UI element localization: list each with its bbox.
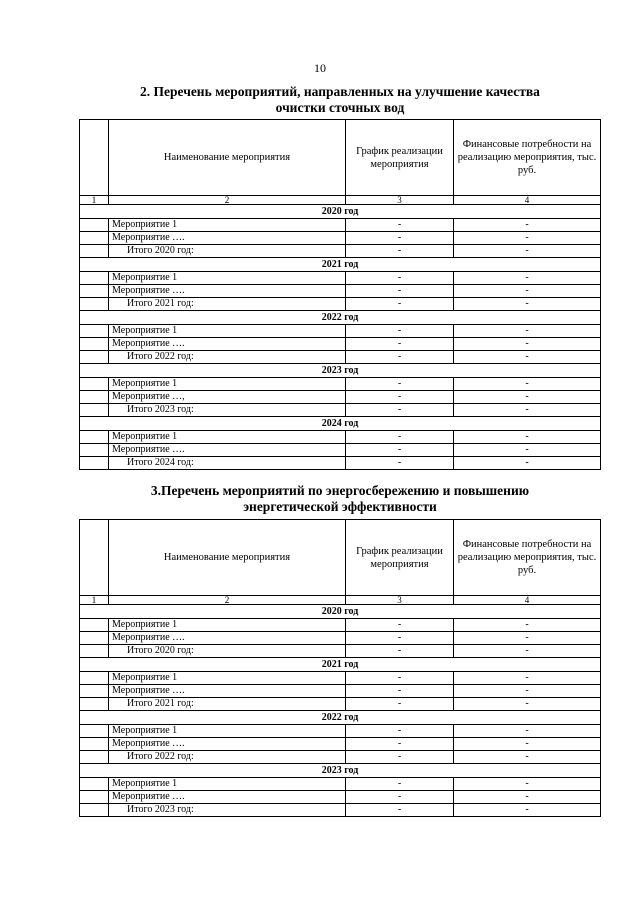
header-financing: Финансовые потребности на реализацию мероприятия, тыс. руб. [454,120,601,196]
financing-cell: - [454,725,601,738]
financing-cell: - [454,431,601,444]
row-number-cell [80,272,109,285]
measure-name: Мероприятие …, [109,391,346,404]
financing-cell: - [454,338,601,351]
section-2-title [60,84,620,116]
schedule-cell: - [346,431,454,444]
year-row [80,605,601,619]
schedule-cell: - [346,645,454,658]
row-number-cell [80,645,109,658]
column-number: 3 [346,596,454,605]
column-number: 3 [346,196,454,205]
page-number: 10 [314,61,326,75]
total-row [80,245,601,258]
year-row [80,658,601,672]
row-number-cell [80,219,109,232]
financing-cell: - [454,778,601,791]
measure-name: Мероприятие 1 [109,431,346,444]
schedule-cell: - [346,298,454,311]
financing-cell: - [454,632,601,645]
schedule-cell: - [346,272,454,285]
year-label: 2023 год [80,364,601,378]
row-number-cell [80,778,109,791]
measure-name: Мероприятие …. [109,791,346,804]
year-label: 2024 год [80,417,601,431]
table-row [80,619,601,632]
row-number-cell [80,232,109,245]
schedule-cell: - [346,804,454,817]
year-row [80,311,601,325]
schedule-cell: - [346,378,454,391]
measure-name: Мероприятие …. [109,632,346,645]
schedule-cell: - [346,351,454,364]
financing-cell: - [454,685,601,698]
row-number-cell [80,285,109,298]
total-row [80,804,601,817]
year-row [80,764,601,778]
schedule-cell: - [346,738,454,751]
section-3-title-line-2: энергетической эффективности [243,499,437,514]
table-row [80,272,601,285]
row-number-cell [80,804,109,817]
table-row [80,672,601,685]
measure-name: Мероприятие …. [109,685,346,698]
schedule-cell: - [346,457,454,470]
schedule-cell: - [346,632,454,645]
row-number-cell [80,431,109,444]
total-label: Итого 2023 год: [109,404,346,417]
measure-name: Мероприятие 1 [109,272,346,285]
table-row [80,285,601,298]
year-row [80,258,601,272]
row-number-cell [80,632,109,645]
measure-name: Мероприятие 1 [109,619,346,632]
table-row [80,444,601,457]
financing-cell: - [454,391,601,404]
schedule-cell: - [346,791,454,804]
row-number-cell [80,351,109,364]
total-label: Итого 2022 год: [109,351,346,364]
table-row [80,325,601,338]
financing-cell: - [454,738,601,751]
measure-name: Мероприятие 1 [109,672,346,685]
financing-cell: - [454,325,601,338]
table-row [80,431,601,444]
year-label: 2023 год [80,764,601,778]
table-row [80,338,601,351]
year-label: 2022 год [80,311,601,325]
total-row [80,404,601,417]
table-row [80,725,601,738]
financing-cell: - [454,672,601,685]
total-label: Итого 2020 год: [109,245,346,258]
header-name: Наименование мероприятия [109,520,346,596]
table-row [80,791,601,804]
total-label: Итого 2021 год: [109,298,346,311]
energy-saving-measures-table [79,519,601,817]
row-number-cell [80,457,109,470]
total-row [80,698,601,711]
measure-name: Мероприятие …. [109,338,346,351]
table-row [80,219,601,232]
financing-cell: - [454,404,601,417]
table-row [80,391,601,404]
financing-cell: - [454,457,601,470]
column-number-row [80,596,601,605]
financing-cell: - [454,444,601,457]
year-row [80,364,601,378]
schedule-cell: - [346,444,454,457]
header-financing: Финансовые потребности на реализацию мероприятия, тыс. руб. [454,520,601,596]
financing-cell: - [454,698,601,711]
measure-name: Мероприятие 1 [109,778,346,791]
row-number-cell [80,391,109,404]
schedule-cell: - [346,325,454,338]
section-2-title-line-2: очистки сточных вод [275,100,405,115]
schedule-cell: - [346,698,454,711]
total-row [80,457,601,470]
table-row [80,632,601,645]
total-row [80,298,601,311]
total-label: Итого 2024 год: [109,457,346,470]
financing-cell: - [454,245,601,258]
section-2-title-line-1: 2. Перечень мероприятий, направленных на улучшение качества [140,84,540,99]
total-label: Итого 2022 год: [109,751,346,764]
schedule-cell: - [346,751,454,764]
schedule-cell: - [346,672,454,685]
year-row [80,417,601,431]
measure-name: Мероприятие …. [109,285,346,298]
measure-name: Мероприятие 1 [109,325,346,338]
table-header-row [80,520,601,596]
row-number-cell [80,245,109,258]
total-label: Итого 2023 год: [109,804,346,817]
year-row [80,711,601,725]
column-number: 4 [454,196,601,205]
header-empty-cell [80,120,109,196]
table-header-row [80,120,601,196]
row-number-cell [80,325,109,338]
measure-name: Мероприятие …. [109,232,346,245]
wastewater-measures-table [79,119,601,470]
year-label: 2020 год [80,605,601,619]
header-schedule: График реализации мероприятия [346,520,454,596]
financing-cell: - [454,351,601,364]
row-number-cell [80,685,109,698]
financing-cell: - [454,378,601,391]
financing-cell: - [454,298,601,311]
measure-name: Мероприятие 1 [109,219,346,232]
financing-cell: - [454,272,601,285]
year-label: 2021 год [80,258,601,272]
row-number-cell [80,751,109,764]
schedule-cell: - [346,685,454,698]
schedule-cell: - [346,232,454,245]
schedule-cell: - [346,391,454,404]
table-row [80,232,601,245]
financing-cell: - [454,791,601,804]
financing-cell: - [454,619,601,632]
financing-cell: - [454,232,601,245]
table-row [80,778,601,791]
financing-cell: - [454,219,601,232]
financing-cell: - [454,751,601,764]
header-name: Наименование мероприятия [109,120,346,196]
schedule-cell: - [346,778,454,791]
row-number-cell [80,444,109,457]
column-number: 2 [109,596,346,605]
table-row [80,685,601,698]
total-row [80,351,601,364]
schedule-cell: - [346,619,454,632]
schedule-cell: - [346,219,454,232]
row-number-cell [80,725,109,738]
row-number-cell [80,298,109,311]
column-number: 1 [80,596,109,605]
row-number-cell [80,672,109,685]
year-label: 2020 год [80,205,601,219]
section-3-title-line-1: 3.Перечень мероприятий по энергосбережению и повышению [150,483,530,498]
schedule-cell: - [346,725,454,738]
section-3-title [60,483,620,515]
row-number-cell [80,338,109,351]
total-row [80,751,601,764]
schedule-cell: - [346,404,454,417]
row-number-cell [80,404,109,417]
header-empty-cell [80,520,109,596]
year-label: 2022 год [80,711,601,725]
financing-cell: - [454,804,601,817]
measure-name: Мероприятие 1 [109,725,346,738]
measure-name: Мероприятие …. [109,444,346,457]
financing-cell: - [454,645,601,658]
header-schedule: График реализации мероприятия [346,120,454,196]
year-row [80,205,601,219]
measure-name: Мероприятие 1 [109,378,346,391]
financing-cell: - [454,285,601,298]
table-row [80,378,601,391]
year-label: 2021 год [80,658,601,672]
total-label: Итого 2020 год: [109,645,346,658]
column-number: 4 [454,596,601,605]
schedule-cell: - [346,245,454,258]
measure-name: Мероприятие …. [109,738,346,751]
row-number-cell [80,378,109,391]
column-number-row [80,196,601,205]
row-number-cell [80,738,109,751]
column-number: 1 [80,196,109,205]
row-number-cell [80,698,109,711]
schedule-cell: - [346,338,454,351]
schedule-cell: - [346,285,454,298]
table-row [80,738,601,751]
row-number-cell [80,619,109,632]
total-label: Итого 2021 год: [109,698,346,711]
total-row [80,645,601,658]
column-number: 2 [109,196,346,205]
row-number-cell [80,791,109,804]
